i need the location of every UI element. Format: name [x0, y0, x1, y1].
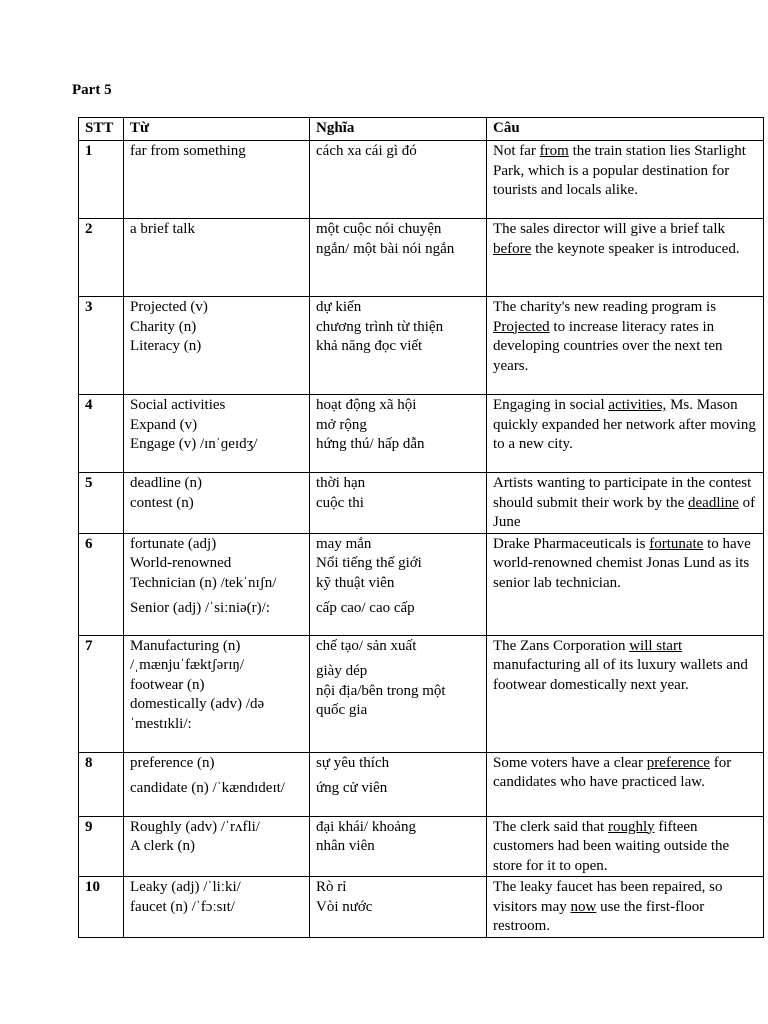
meaning-line: chương trình từ thiện: [316, 318, 444, 335]
table-row: [79, 877, 764, 938]
word-line: domestically (adv) /də: [130, 696, 265, 712]
sentence-text: to have world-renowned chemist Jonas Lund as its senior lab technician.: [493, 535, 751, 591]
sentence-text: The Zans Corporation: [493, 637, 630, 654]
meaning-line: ứng cử viên: [316, 780, 388, 796]
sentence-cell: [487, 141, 764, 219]
word-line: deadline (n): [130, 475, 203, 491]
meaning-cell: [310, 752, 487, 816]
word-line: Senior (adj) /ˈsiːniə(r)/:: [130, 600, 270, 616]
sentence-cell: [487, 635, 764, 752]
sentence-cell: [487, 395, 764, 473]
sentence-text: manufacturing all of its luxury wallets and footwear domestically next year.: [493, 657, 748, 693]
word-line: Charity (n): [130, 318, 197, 335]
meaning-line: cấp cao/ cao cấp: [316, 600, 415, 616]
meaning-line: Nổi tiếng thế giới: [316, 555, 422, 571]
underlined-word: deadline: [688, 494, 739, 511]
meaning-line: hoạt động xã hội: [316, 397, 417, 413]
sentence-text: Ms. Mason quickly expanded her network after moving to a new city.: [493, 397, 756, 452]
table-row: [79, 533, 764, 635]
word-line: a brief talk: [130, 221, 195, 237]
meaning-cell: [310, 141, 487, 219]
word-cell: [124, 141, 310, 219]
underlined-word: now: [570, 898, 597, 915]
meaning-cell: [310, 219, 487, 297]
meaning-line: nội địa/bên trong một: [316, 682, 446, 699]
meaning-line: nhân viên: [316, 838, 375, 854]
meaning-cell: [310, 816, 487, 877]
header-stt: STT: [79, 118, 124, 141]
table-row: [79, 752, 764, 816]
header-word: Từ: [124, 118, 310, 141]
underlined-word: roughly: [607, 818, 655, 835]
sentence-text: The charity's new reading program is: [493, 299, 717, 315]
row-number: 7: [79, 635, 124, 752]
underlined-word: fortunate: [649, 535, 704, 552]
meaning-line: quốc gia: [316, 702, 368, 718]
sentence-cell: [487, 752, 764, 816]
word-line: ˈmestɪkli/:: [130, 715, 192, 732]
sentence-text: Some voters have a clear: [493, 754, 647, 771]
underlined-word: from: [539, 143, 569, 159]
row-number: 3: [79, 297, 124, 395]
sentence-cell: [487, 877, 764, 938]
underlined-word: before: [493, 240, 532, 257]
meaning-line: kỹ thuật viên: [316, 574, 395, 591]
part-title: Part 5: [72, 82, 112, 98]
meaning-cell: [310, 473, 487, 534]
meaning-cell: [310, 297, 487, 395]
word-cell: [124, 816, 310, 877]
word-cell: [124, 533, 310, 635]
underlined-word: Projected: [493, 318, 550, 335]
row-number: 2: [79, 219, 124, 297]
meaning-line: dự kiến: [316, 299, 362, 315]
word-line: footwear (n): [130, 676, 205, 693]
word-cell: [124, 752, 310, 816]
table-row: [79, 635, 764, 752]
table-header-row: [79, 118, 764, 141]
meaning-line: một cuộc nói chuyện: [316, 221, 442, 237]
word-line: World-renowned: [130, 555, 232, 571]
meaning-line: giày dép: [316, 663, 368, 679]
meaning-cell: [310, 533, 487, 635]
underlined-word: activities,: [608, 397, 667, 413]
meaning-line: đại khái/ khoảng: [316, 818, 416, 835]
word-line: far from something: [130, 143, 246, 159]
word-line: preference (n): [130, 754, 215, 771]
word-line: Projected (v): [130, 299, 208, 315]
meaning-line: may mắn: [316, 535, 372, 552]
sentence-text: the keynote speaker is introduced.: [531, 240, 740, 257]
word-line: /ˌmænjuˈfæktʃərɪŋ/: [130, 657, 245, 673]
row-number: 1: [79, 141, 124, 219]
meaning-cell: [310, 635, 487, 752]
meaning-line: ngắn/ một bài nói ngắn: [316, 240, 455, 257]
sentence-text: Not far: [493, 143, 540, 159]
sentence-text: to increase literacy rates in developing countries over the next ten years.: [493, 318, 723, 374]
meaning-line: khả năng đọc viết: [316, 338, 423, 354]
word-line: Technician (n) /tekˈnɪʃn/: [130, 574, 277, 591]
sentence-text: fifteen customers had been waiting outside the store for it to open.: [493, 818, 730, 874]
sentence-text: use the first-floor restroom.: [493, 898, 705, 934]
word-line: Social activities: [130, 397, 226, 413]
sentence-text: The sales director will give a brief talk: [493, 221, 725, 237]
word-cell: [124, 635, 310, 752]
meaning-line: cách xa cái gì đó: [316, 143, 417, 159]
row-number: 8: [79, 752, 124, 816]
sentence-text: for candidates who have practiced law.: [493, 754, 732, 790]
word-line: candidate (n) /ˈkændɪdeɪt/: [130, 780, 285, 796]
row-number: 5: [79, 473, 124, 534]
sentence-text: Engaging in social: [493, 397, 609, 413]
table-row: [79, 219, 764, 297]
meaning-line: Vòi nước: [316, 898, 373, 915]
row-number: 6: [79, 533, 124, 635]
row-number: 10: [79, 877, 124, 938]
sentence-cell: [487, 219, 764, 297]
word-cell: [124, 297, 310, 395]
word-line: contest (n): [130, 494, 194, 511]
meaning-line: mở rộng: [316, 416, 367, 433]
sentence-text: the train station lies Starlight Park, which is a popular destination for tourists and locals alike.: [493, 143, 746, 198]
table-row: [79, 297, 764, 395]
table-row: [79, 141, 764, 219]
table-row: [79, 395, 764, 473]
header-sentence: Câu: [487, 118, 764, 141]
meaning-line: Rò rỉ: [316, 879, 347, 895]
underlined-word: preference: [646, 754, 710, 771]
sentence-cell: [487, 816, 764, 877]
vocabulary-table: [78, 117, 764, 938]
word-line: Expand (v): [130, 416, 198, 433]
table-row: [79, 473, 764, 534]
word-cell: [124, 473, 310, 534]
table-row: [79, 816, 764, 877]
sentence-cell: [487, 533, 764, 635]
word-line: Manufacturing (n): [130, 637, 241, 654]
sentence-cell: [487, 473, 764, 534]
word-line: fortunate (adj): [130, 535, 217, 552]
sentence-text: The clerk said that: [493, 818, 608, 835]
table-body: [79, 141, 764, 938]
word-cell: [124, 219, 310, 297]
sentence-text: of June: [493, 494, 756, 530]
sentence-text: The leaky faucet has been repaired, so visitors may: [493, 879, 723, 915]
sentence-cell: [487, 297, 764, 395]
word-line: Roughly (adv) /ˈrʌfli/: [130, 818, 260, 835]
word-line: Engage (v) /ɪnˈɡeɪdʒ/: [130, 436, 258, 452]
word-line: Literacy (n): [130, 338, 202, 354]
meaning-line: thời hạn: [316, 475, 366, 491]
meaning-line: sự yêu thích: [316, 754, 390, 771]
row-number: 9: [79, 816, 124, 877]
meaning-cell: [310, 877, 487, 938]
word-line: Leaky (adj) /ˈliːki/: [130, 879, 241, 895]
meaning-line: cuộc thi: [316, 494, 364, 511]
row-number: 4: [79, 395, 124, 473]
underlined-word: will start: [629, 637, 683, 654]
meaning-line: chế tạo/ sản xuất: [316, 637, 417, 654]
sentence-text: Drake Pharmaceuticals is: [493, 535, 650, 552]
word-line: A clerk (n): [130, 838, 195, 854]
header-meaning: Nghĩa: [310, 118, 487, 141]
word-cell: [124, 395, 310, 473]
word-line: faucet (n) /ˈfɔːsɪt/: [130, 898, 235, 915]
meaning-line: hứng thú/ hấp dẫn: [316, 436, 425, 452]
word-cell: [124, 877, 310, 938]
meaning-cell: [310, 395, 487, 473]
sentence-text: Artists wanting to participate in the contest should submit their work by the: [493, 475, 752, 511]
